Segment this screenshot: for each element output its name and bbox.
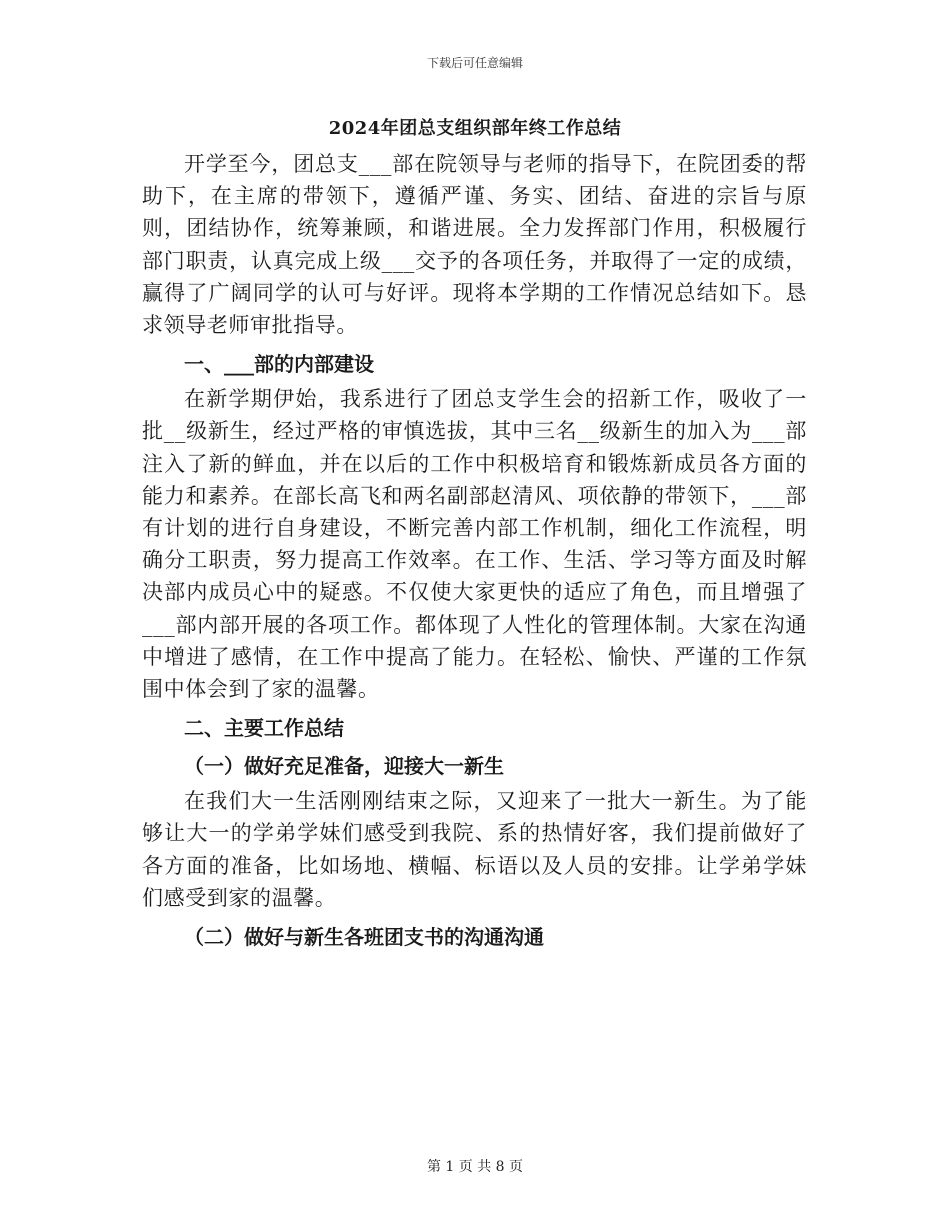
- section-1-paragraph: 在新学期伊始，我系进行了团总支学生会的招新工作，吸收了一批__级新生，经过严格的审慎选拔，其中三名__级新生的加入为___部注入了新的鲜血，并在以后的工作中积极培育和锻炼新成员各方面的能力和素养。在部长高飞和两名副部赵清风、项依静的带领下，___部有计划的进行自身建设，不断完善内部工作机制，细化工作流程，明确分工职责，努力提高工作效率。在工作、生活、学习等方面及时解决部内成员心中的疑惑。不仅使大家更快的适应了角色，而且增强了___部内部开展的各项工作。都体现了人性化的管理体制。大家在沟通中增进了感情，在工作中提高了能力。在轻松、愉快、严谨的工作氛围中体会到了家的温馨。: [142, 387, 807, 702]
- header-note: 下载后可任意编辑: [426, 56, 523, 70]
- document-body: [142, 148, 807, 956]
- section-heading-2: 二、主要工作总结: [184, 716, 344, 741]
- subsection-heading-1: （一）做好充足准备，迎接大一新生: [184, 754, 504, 779]
- section-heading-1: 一、___部的内部建设: [184, 352, 374, 377]
- page-number-footer: 第 1 页 共 8 页: [426, 1159, 524, 1175]
- document-title: 2024年团总支组织部年终工作总结: [328, 118, 622, 139]
- intro-paragraph: 开学至今，团总支___部在院领导与老师的指导下，在院团委的帮助下，在主席的带领下，遵循严谨、务实、团结、奋进的宗旨与原则，团结协作，统筹兼顾，和谐进展。全力发挥部门作用，积极履行部门职责，认真完成上级___交予的各项任务，并取得了一定的成绩，赢得了广阔同学的认可与好评。现将本学期的工作情况总结如下。恳求领导老师审批指导。: [142, 152, 807, 338]
- subsection-heading-2: （二）做好与新生各班团支书的沟通沟通: [184, 925, 544, 950]
- subsection-1-paragraph: 在我们大一生活刚刚结束之际，又迎来了一批大一新生。为了能够让大一的学弟学妹们感受到我院、系的热情好客，我们提前做好了各方面的准备，比如场地、横幅、标语以及人员的安排。让学弟学妹们感受到家的温馨。: [142, 789, 807, 910]
